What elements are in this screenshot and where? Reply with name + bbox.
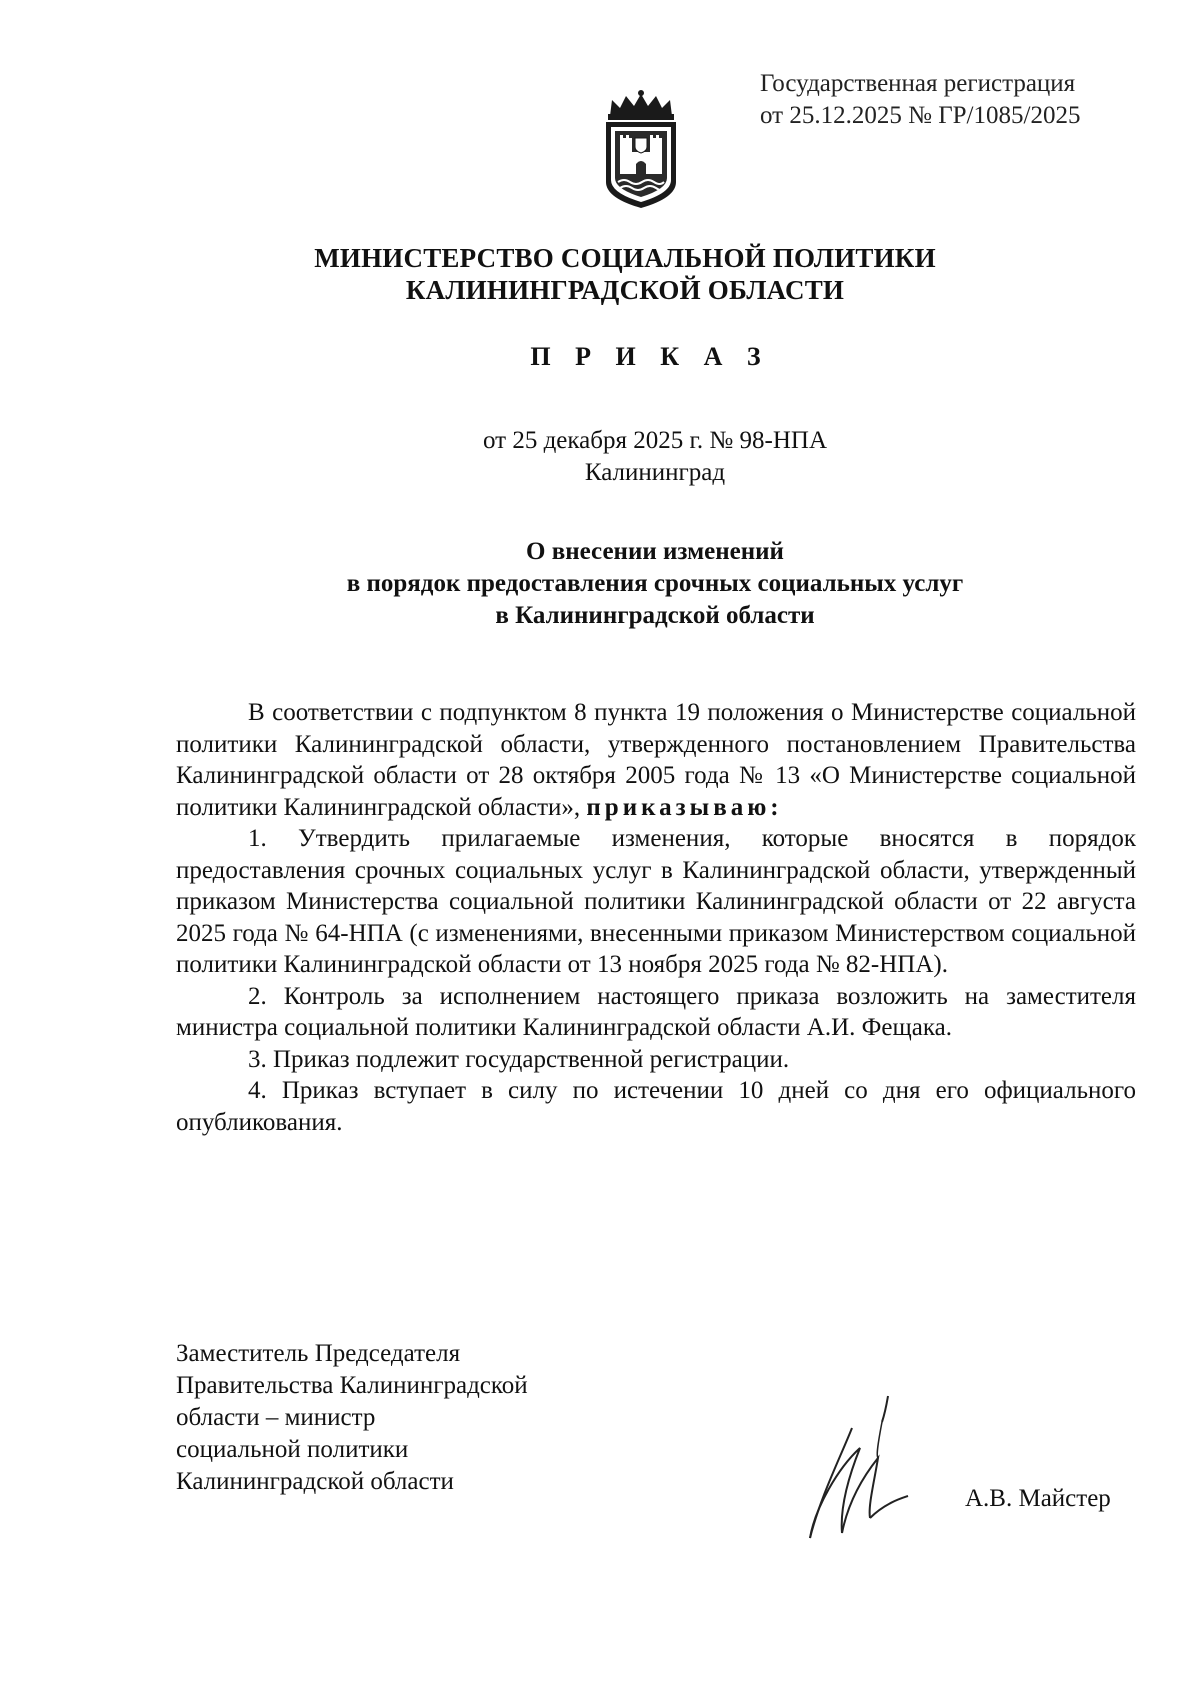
order-body (176, 697, 1136, 1138)
ministry-heading (0, 242, 1200, 306)
order-meta (0, 425, 1200, 489)
order-city: Калининград (584, 459, 726, 486)
signer-title (176, 1338, 636, 1498)
registration-line-2: от 25.12.2025 № ГР/1085/2025 (760, 102, 1081, 129)
order-item-2: 2. Контроль за исполнением настоящего приказа возложить на заместителя министра социальной политики Калининградской области А.И. Фещака. (176, 982, 1136, 1041)
registration-stamp (760, 68, 1160, 132)
subject-line-2: в порядок предоставления срочных социальных услуг (346, 570, 964, 597)
order-title: П Р И К А З (530, 342, 770, 371)
ministry-line-1: МИНИСТЕРСТВО СОЦИАЛЬНОЙ ПОЛИТИКИ (314, 243, 936, 273)
ministry-line-2: КАЛИНИНГРАДСКОЙ ОБЛАСТИ (405, 275, 845, 305)
signer-line-1: Заместитель Председателя (176, 1340, 461, 1367)
order-item-4: 4. Приказ вступает в силу по истечении 10 дней со дня его официального опубликования. (176, 1077, 1136, 1136)
subject-line-3: в Калининградской области (495, 602, 815, 629)
order-subject (0, 536, 1200, 632)
signer-line-5: Калининградской области (176, 1468, 454, 1495)
subject-line-1: О внесении изменений (526, 538, 784, 565)
order-item-1: 1. Утвердить прилагаемые изменения, которые вносятся в порядок предоставления срочных социальных услуг в Калининградской области, утвержденный приказом Министерства социальной политики Калининградской области от 22 августа 2025 года № 64-НПА (с изменениями, внесенными приказом Министерством социальной политики Калининградской области от 13 ноября 2025 года № 82-НПА). (176, 825, 1136, 978)
order-date-number: от 25 декабря 2025 г. № 98-НПА (482, 427, 828, 454)
registration-line-1: Государственная регистрация (760, 70, 1076, 97)
preamble-text: В соответствии с подпунктом 8 пункта 19 положения о Министерстве социальной политики Калининградской области, утвержденного постановлением Правительства Калининградской области от 28 октября 2005 года № 13 «О Министерстве социальной политики Калининградской области», (176, 699, 1136, 821)
order-item-3: 3. Приказ подлежит государственной регистрации. (248, 1045, 790, 1073)
preamble-paragraph (176, 697, 1136, 823)
signer-name: А.В. Майстер (965, 1485, 1111, 1512)
order-word: приказываю: (586, 793, 783, 821)
signer-line-4: социальной политики (176, 1436, 409, 1463)
coat-of-arms-icon (598, 90, 684, 212)
signer-line-3: области – министр (176, 1404, 376, 1431)
signer-line-2: Правительства Калининградской (176, 1372, 528, 1399)
handwritten-signature-icon (790, 1388, 940, 1558)
